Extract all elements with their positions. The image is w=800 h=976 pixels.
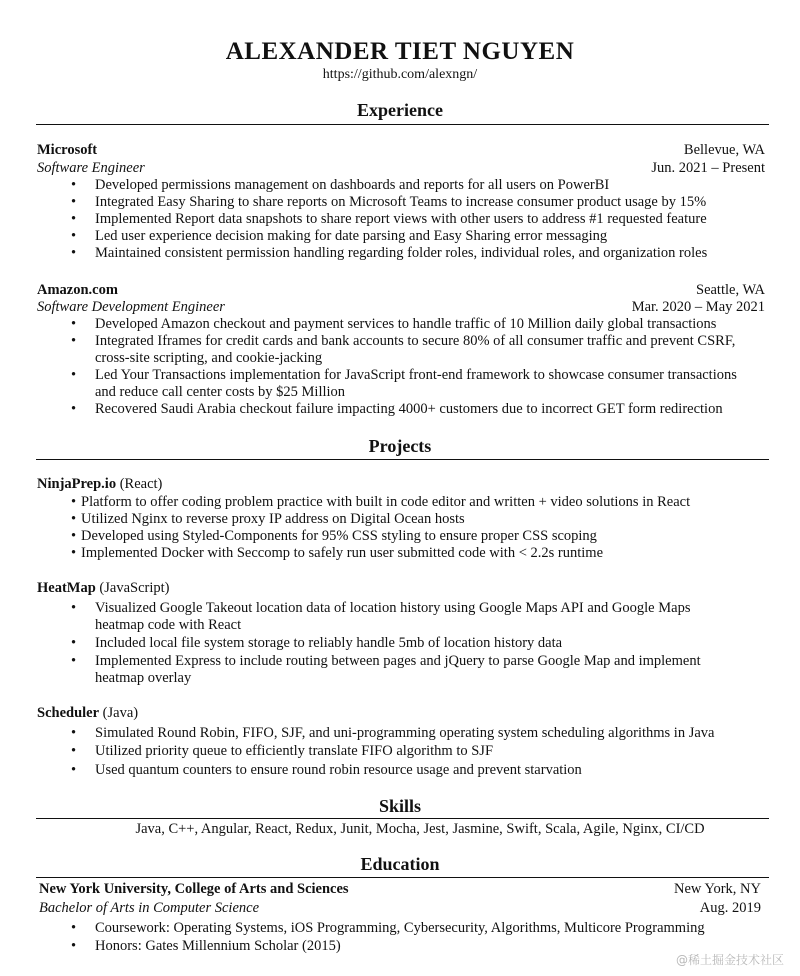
github-link[interactable]: https://github.com/alexngn/ [322,67,478,82]
resume-page: ALEXANDER TIET NGUYEN https://github.com/alexngn/ Experience Microsoft Bellevue, WA Software Engineer Jun. 2021 – Present • Developed permissions management on dashboards and reports for all users on PowerBI • Integrated Easy Sharing to share reports on Microsoft Teams to increase consumer product usage by 15% • Implemented Report data snapshots to share report views with other users to address #1 requested feature • Led user experience decision making for date parsing and Easy Sharing error messaging • Maintained consistent permission handling regarding folder roles, individual roles, and organization roles Amazon.com Seattle, WA Software Development Engineer Mar. 2020 – May 2021 • Developed Amazon checkout and payment services to handle traffic of 10 Million daily global transactions • Integrated Iframes for credit cards and bank accounts to secure 80% of all consumer traffic and prevent CSRF, cross-site scripting, and cookie-jacking • Led Your Transactions implementation for JavaScript front-end framework to showcase consumer transactions and reduce call center costs by $25 Million • Recovered Saudi Arabia checkout failure impacting 4000+ customers due to incorrect GET form redirection Projects NinjaPrep.io (React) • Platform to offer coding problem practice with built in code editor and written + video solutions in React • Utilized Nginx to reverse proxy IP address on Digital Ocean hosts • Developed using Styled-Components for 95% CSS styling to ensure proper CSS scoping • Implemented Docker with Seccomp to safely run user submitted code with < 2.2s runtime HeatMap (JavaScript) • Visualized Google Takeout location data of location history using Google Maps API and Google Maps heatmap code with React • Included local file system storage to reliably handle 5mb of location history data • Implemented Express to include routing between pages and jQuery to parse Google Map and implement heatmap overlay Scheduler (Java) • Simulated Round Robin, FIFO, SJF, and uni-programming operating system scheduling algorithms in Java • Utilized priority queue to efficiently translate FIFO algorithm to SJF • Used quantum counters to ensure round robin resource usage and prevent starvation Skills Java, C++, Angular, React, Redux, Junit, Mocha, Jest, Jasmine, Swift, Scala, Agile, Nginx, CI/CD Education New York University, College of Arts and Sciences New York, NY Bachelor of Arts in Computer Science Aug. 2019 • Coursework: Operating Systems, iOS Programming, Cybersecurity, Algorithms, Multicore Programming • Honors: Gates Millennium Scholar (2015) @稀土掘金技术社区 [0,0,800,976]
watermark: @稀土掘金技术社区 [675,953,784,967]
experience-heading: Experience [357,100,443,120]
candidate-name: ALEXANDER TIET NGUYEN [225,38,575,65]
job-location: Bellevue, WA [683,142,765,158]
projects-heading: Projects [368,436,432,456]
job-location: Seattle, WA [696,282,765,298]
projects-rule [36,459,769,460]
degree: Bachelor of Arts in Computer Science [39,900,260,916]
job-header-microsoft [37,141,765,159]
job-dates: Mar. 2020 – May 2021 [631,299,765,315]
project-title-scheduler: Scheduler (Java) [37,705,139,721]
job-role: Software Development Engineer [37,299,225,315]
job-header-amazon [37,281,765,299]
school-location: New York, NY [673,881,761,897]
education-header [39,880,761,898]
job-company: Amazon.com [37,282,118,298]
job-role: Software Engineer [37,160,145,176]
skills-rule [36,818,769,819]
project-title-heatmap: HeatMap (JavaScript) [37,580,170,596]
job-subheader-microsoft [37,159,765,177]
experience-rule [36,124,769,125]
job-dates: Jun. 2021 – Present [651,160,765,176]
skills-list: Java, C++, Angular, React, Redux, Junit, Mocha, Jest, Jasmine, Swift, Scala, Agile, Nginx, CI/CD [135,821,705,837]
job-company: Microsoft [37,142,98,158]
project-title-ninjaprep: NinjaPrep.io (React) [37,476,163,492]
job-subheader-amazon [37,298,765,316]
school-name: New York University, College of Arts and Sciences [39,881,349,897]
education-heading: Education [360,854,440,874]
skills-heading: Skills [378,796,422,816]
education-rule [36,877,769,878]
graduation-date: Aug. 2019 [699,900,761,916]
education-subheader [39,899,761,917]
